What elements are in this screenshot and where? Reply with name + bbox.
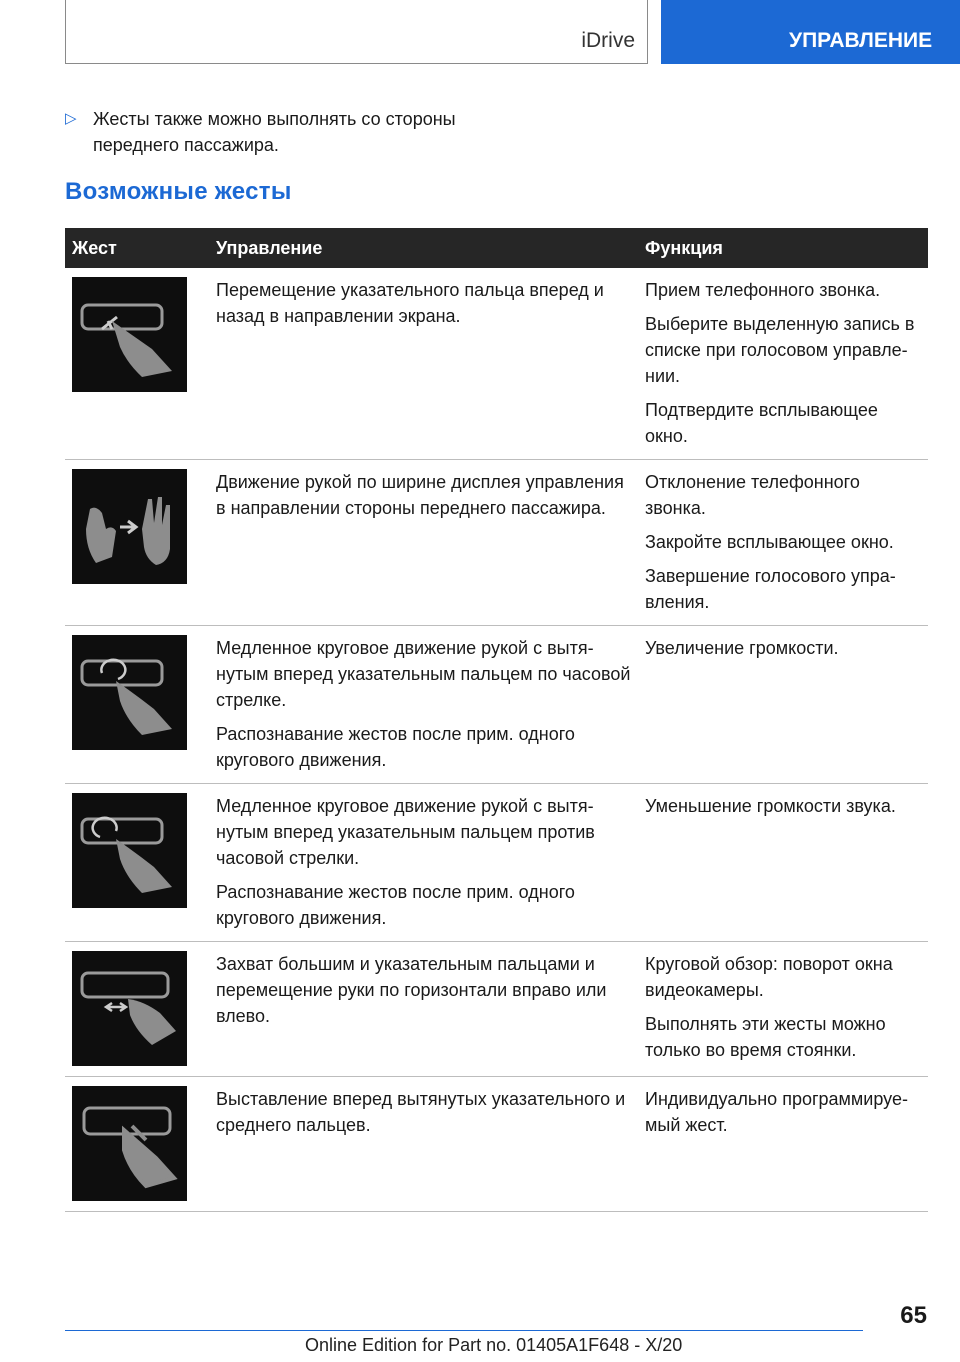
control-text: Распознавание жестов после прим. одного кругового движения. [216,724,575,770]
control-text: Движение рукой по ширине дисплея управления в направлении стороны переднего пассажира. [216,472,624,518]
footer-rule [65,1330,863,1331]
note [65,106,545,158]
table-row [65,942,928,1077]
function-text: Выберите выделенную запись в списке при голосовом управлении. [645,314,915,386]
page-number: 65 [900,1302,927,1329]
gesture-cell [65,942,209,1077]
gesture-cell [65,268,209,460]
column-header-control: Управление [209,228,638,268]
function-text: Индивидуально программируемый жест. [645,1089,908,1135]
control-text: Выставление вперед вытянутых указательного и среднего пальцев. [216,1089,626,1135]
hand-sweep-gesture-icon [72,469,187,584]
function-text: Закройте всплывающее окно. [645,532,894,552]
edition-info: Online Edition for Part no. 01405A1F648 - X/20 [305,1335,683,1355]
grab-rotate-gesture-icon [72,951,187,1066]
function-text: Уменьшение громкости звука. [645,796,896,816]
control-cell [209,268,638,460]
gesture-cell [65,1077,209,1212]
two-finger-point-gesture-icon [72,1086,187,1201]
gesture-table [65,228,928,1212]
function-text: Подтвердите всплывающее окно. [645,400,878,446]
function-cell [638,268,928,460]
control-cell [209,460,638,626]
control-text: Медленное круговое движение рукой с вытянутым вперед указательным пальцем против часовой стрелки. [216,796,595,868]
function-text: Увеличение громкости. [645,638,839,658]
control-cell [209,784,638,942]
table-row [65,1077,928,1212]
function-text: Прием телефонного звонка. [645,280,881,300]
table-row [65,784,928,942]
table-row [65,626,928,784]
section-heading: Возможные жесты [65,178,292,205]
table-row [65,268,928,460]
swipe-forward-back-gesture-icon [72,277,187,392]
note-text: Жесты также можно выполнять со стороны переднего пассажира. [93,109,456,155]
function-text: Отклонение телефонного звонка. [645,472,860,518]
function-text: Круговой обзор: поворот окна видеокамеры. [645,954,893,1000]
function-text: Выполнять эти жесты можно только во время стоянки. [645,1014,886,1060]
header-section-label: iDrive [581,29,635,52]
function-cell [638,626,928,784]
function-cell [638,942,928,1077]
control-text: Медленное круговое движение рукой с вытянутым вперед указательным пальцем по часовой стрелке. [216,638,631,710]
circle-counterclockwise-gesture-icon [72,793,187,908]
header-section-box [65,0,648,64]
gesture-cell [65,460,209,626]
control-text: Распознавание жестов после прим. одного кругового движения. [216,882,575,928]
control-cell [209,942,638,1077]
function-text: Завершение голосового управления. [645,566,896,612]
header-chapter-tab: УПРАВЛЕНИЕ [661,0,960,64]
table-header-row [65,228,928,268]
table-row [65,460,928,626]
column-header-gesture: Жест [65,228,209,268]
control-cell [209,626,638,784]
note-arrow-icon: ▷ [65,110,77,127]
column-header-function: Функция [638,228,928,268]
function-cell [638,1077,928,1212]
circle-clockwise-gesture-icon [72,635,187,750]
function-cell [638,460,928,626]
gesture-cell [65,784,209,942]
control-text: Захват большим и указательным пальцами и перемещение руки по горизонтали вправо или влево. [216,954,607,1026]
function-cell [638,784,928,942]
control-cell [209,1077,638,1212]
control-text: Перемещение указательного пальца вперед и назад в направлении экрана. [216,280,604,326]
gesture-cell [65,626,209,784]
